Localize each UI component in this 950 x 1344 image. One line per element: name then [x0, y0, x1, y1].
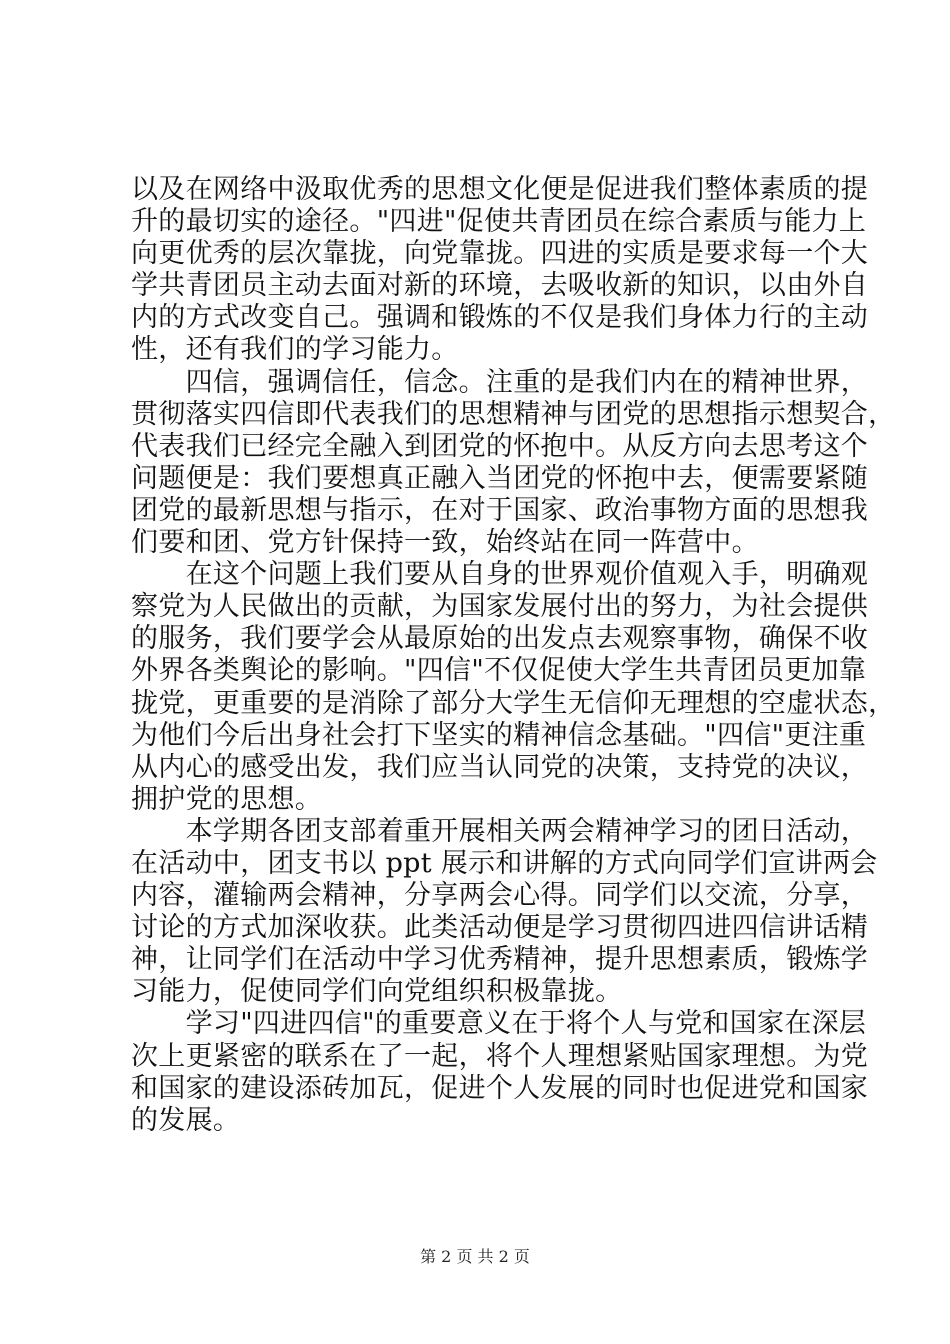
text-line: 神，让同学们在活动中学习优秀精神，提升思想素质，锻炼学	[131, 944, 869, 976]
text-line: 本学期各团支部着重开展相关两会精神学习的团日活动，	[131, 815, 869, 847]
text-line: 为他们今后出身社会打下坚实的精神信念基础。"四信"更注重	[131, 719, 867, 751]
text-line: 团党的最新思想与指示，在对于国家、政治事物方面的思想我	[131, 494, 869, 526]
text-line: 代表我们已经完全融入到团党的怀抱中。从反方向去思考这个	[131, 430, 869, 462]
text-line: 贯彻落实四信即代表我们的思想精神与团党的思想指示想契合，	[131, 398, 896, 430]
text-line: 们要和团、党方针保持一致，始终站在同一阵营中。	[131, 527, 759, 559]
text-line: 在这个问题上我们要从自身的世界观价值观入手，明确观	[131, 559, 869, 591]
text-line: 在活动中，团支书以 ppt 展示和讲解的方式向同学们宣讲两会	[131, 847, 878, 879]
text-line: 拥护党的思想。	[131, 783, 323, 815]
page-footer: 第 2 页 共 2 页	[420, 1247, 530, 1266]
text-line: 外界各类舆论的影响。"四信"不仅促使大学生共青团员更加靠	[131, 655, 867, 687]
text-line: 的服务，我们要学会从最原始的出发点去观察事物，确保不收	[131, 623, 869, 655]
text-line: 次上更紧密的联系在了一起，将个人理想紧贴国家理想。为党	[131, 1040, 869, 1072]
text-line: 学习"四进四信"的重要意义在于将个人与党和国家在深层	[131, 1008, 867, 1040]
text-line: 习能力，促使同学们向党组织积极靠拢。	[131, 976, 623, 1008]
text-line: 内的方式改变自己。强调和锻炼的不仅是我们身体力行的主动	[131, 302, 869, 334]
text-line: 拢党，更重要的是消除了部分大学生无信仰无理想的空虚状态，	[131, 687, 896, 719]
text-line: 和国家的建设添砖加瓦，促进个人发展的同时也促进党和国家	[131, 1072, 869, 1104]
text-line: 升的最切实的途径。"四进"促使共青团员在综合素质与能力上	[131, 206, 867, 238]
text-line: 以及在网络中汲取优秀的思想文化便是促进我们整体素质的提	[131, 174, 869, 205]
text-line: 性，还有我们的学习能力。	[131, 334, 459, 366]
text-line: 讨论的方式加深收获。此类活动便是学习贯彻四进四信讲话精	[131, 912, 869, 944]
text-line: 从内心的感受出发，我们应当认同党的决策，支持党的决议，	[131, 751, 869, 783]
text-line: 问题便是：我们要想真正融入当团党的怀抱中去，便需要紧随	[131, 462, 869, 494]
text-line: 四信，强调信任，信念。注重的是我们内在的精神世界，	[131, 366, 869, 398]
text-line: 向更优秀的层次靠拢，向党靠拢。四进的实质是要求每一个大	[131, 238, 869, 270]
text-line: 察党为人民做出的贡献，为国家发展付出的努力，为社会提供	[131, 591, 869, 623]
text-line: 内容，灌输两会精神，分享两会心得。同学们以交流，分享，	[131, 880, 869, 912]
document-body	[131, 174, 896, 1137]
text-line: 的发展。	[131, 1104, 241, 1136]
text-line: 学共青团员主动去面对新的环境，去吸收新的知识，以由外自	[131, 270, 869, 302]
